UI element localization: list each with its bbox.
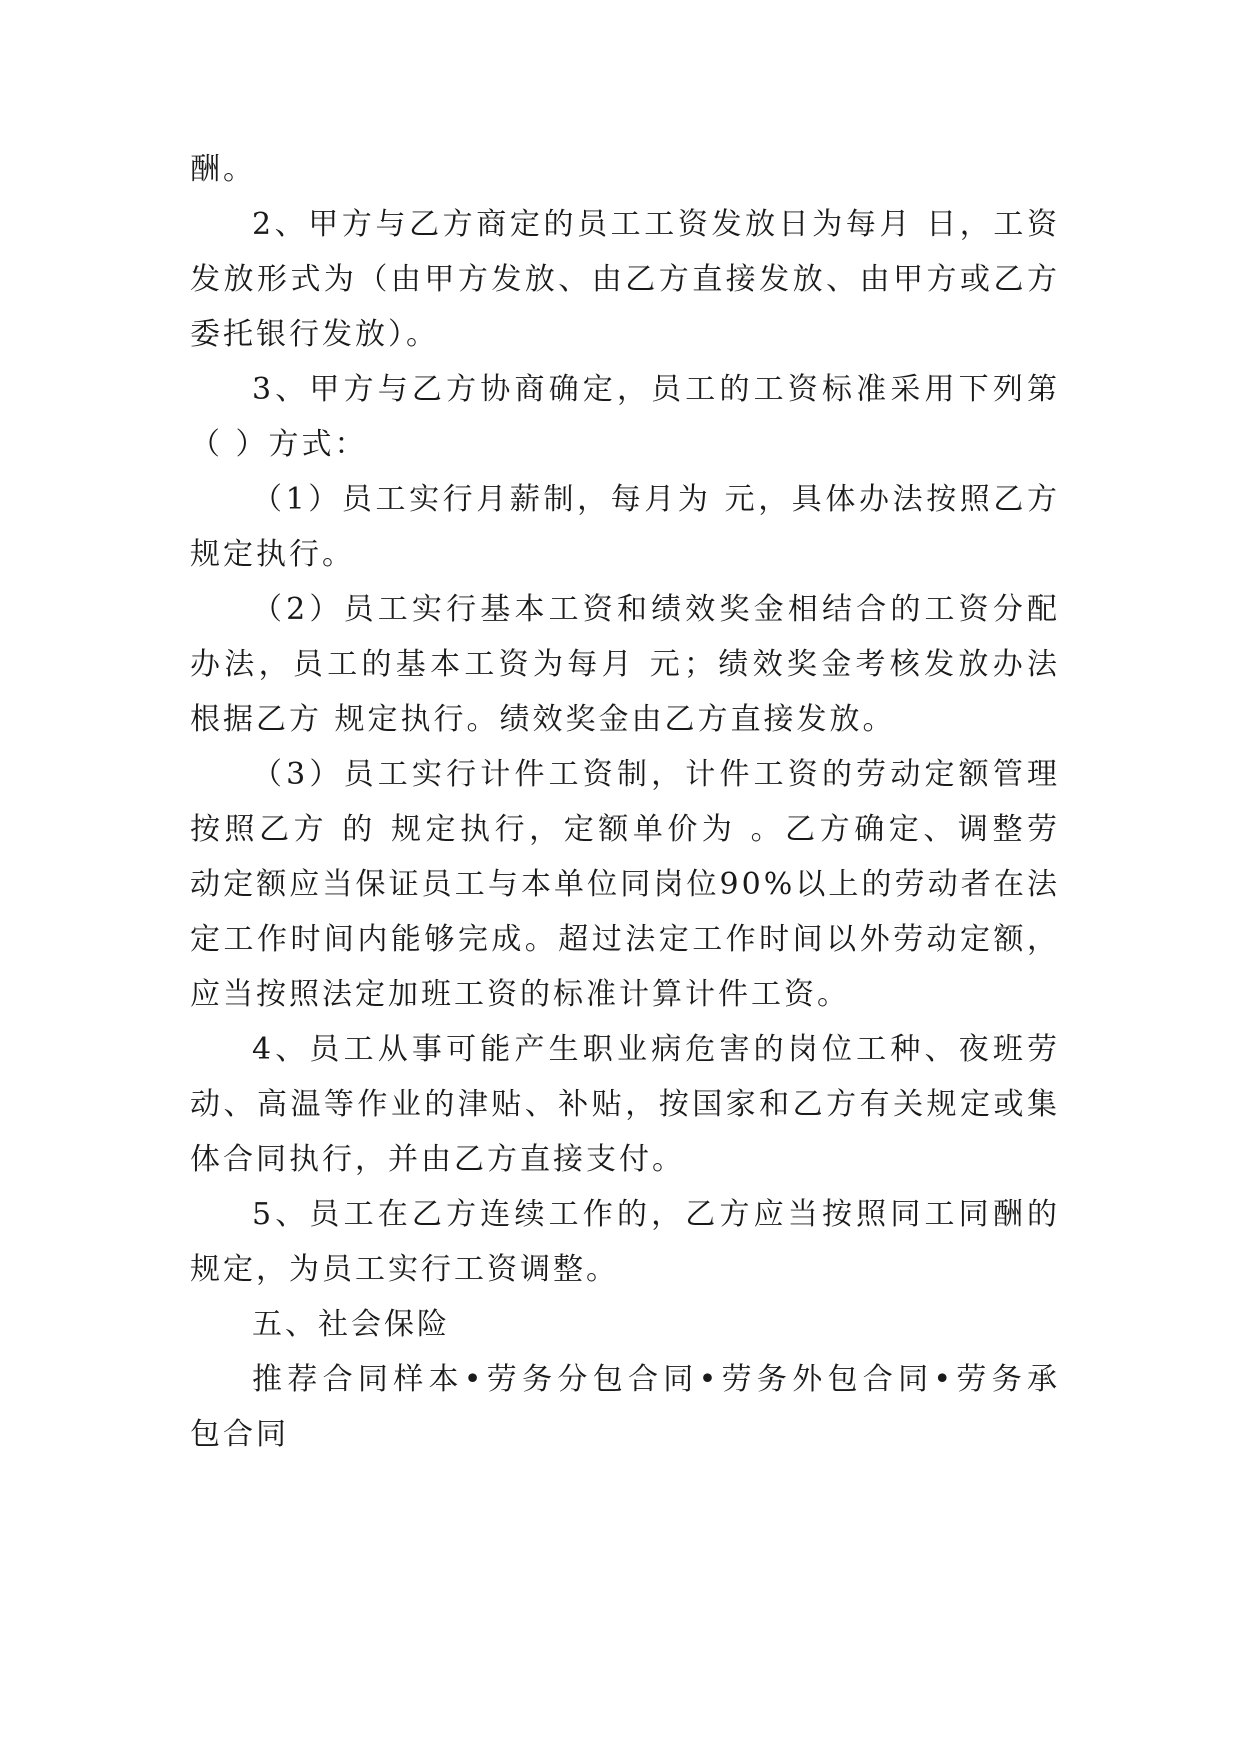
text-line: （ ）方式： (190, 427, 368, 462)
text-line: （1）员工实行月薪制，每月为 元，具体办法按照乙方 (252, 482, 1060, 517)
text-line: 推荐合同样本•劳务分包合同•劳务外包合同•劳务承 (252, 1362, 1060, 1397)
text-line: 3、甲方与乙方协商确定，员工的工资标准采用下列第 (252, 372, 1060, 407)
text-line: 根据乙方 规定执行。绩效奖金由乙方直接发放。 (190, 702, 896, 737)
text-line: （2）员工实行基本工资和绩效奖金相结合的工资分配 (252, 592, 1060, 627)
text-line: 规定，为员工实行工资调整。 (190, 1252, 619, 1287)
text-line: 5、员工在乙方连续工作的，乙方应当按照同工同酬的 (252, 1197, 1060, 1232)
text-line: 发放形式为（由甲方发放、由乙方直接发放、由甲方或乙方 (190, 262, 1060, 297)
text-line: 动定额应当保证员工与本单位同岗位90%以上的劳动者在法 (190, 867, 1060, 902)
text-line: 2、甲方与乙方商定的员工工资发放日为每月 日，工资 (252, 207, 1060, 242)
text-line: 包合同 (190, 1417, 289, 1452)
text-line: 定工作时间内能够完成。超过法定工作时间以外劳动定额， (190, 922, 1060, 957)
text-line: 体合同执行，并由乙方直接支付。 (190, 1142, 685, 1177)
text-line: （3）员工实行计件工资制，计件工资的劳动定额管理 (252, 757, 1060, 792)
text-line: 委托银行发放）。 (190, 317, 439, 352)
text-line: 应当按照法定加班工资的标准计算计件工资。 (190, 977, 850, 1012)
text-line: 酬。 (190, 152, 256, 187)
text-line: 按照乙方 的 规定执行，定额单价为 。乙方确定、调整劳 (190, 812, 1060, 847)
text-line: 4、员工从事可能产生职业病危害的岗位工种、夜班劳 (252, 1032, 1060, 1067)
text-line: 五、社会保险 (252, 1307, 450, 1342)
text-line: 办法，员工的基本工资为每月 元；绩效奖金考核发放办法 (190, 647, 1060, 682)
text-line: 规定执行。 (190, 537, 355, 572)
text-line: 动、高温等作业的津贴、补贴，按国家和乙方有关规定或集 (190, 1087, 1060, 1122)
